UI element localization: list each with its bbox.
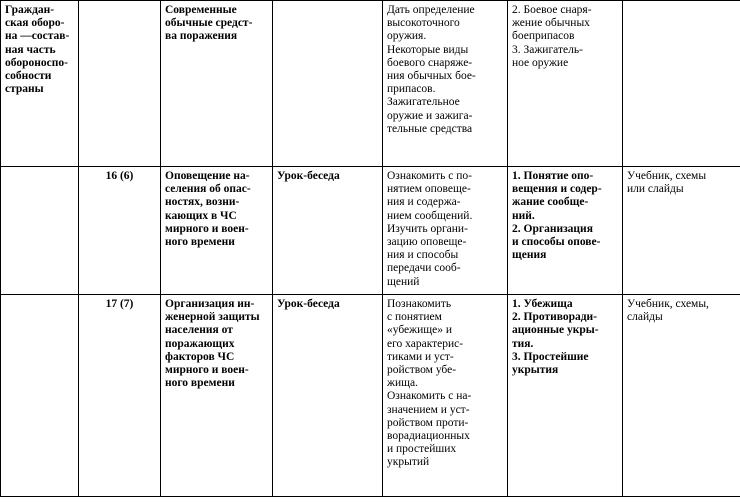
cell-theme: [1, 167, 79, 295]
cell-materials: Учебник, схемы или слайды: [623, 167, 740, 295]
table-row: [1, 295, 740, 497]
cell-goals: Дать определение высокоточного оружия. Некоторые виды боевого снаряже- ния обычных бое- припасов. Зажигательное оружие и зажига- тельные средства: [383, 1, 508, 167]
cell-lesson-number: 17 (7): [79, 295, 161, 497]
table-row: [1, 1, 740, 167]
cell-content-items: 1. Убежища 2. Противоради- ационные укры- тия. 3. Простейшие укрытия: [508, 295, 623, 497]
cell-theme: Граждан- ская оборо- на —состав- ная часть обороноспо- собности страны: [1, 1, 79, 167]
cell-lesson-number: 16 (6): [79, 167, 161, 295]
cell-materials: Учебник, схемы, слайды: [623, 295, 740, 497]
cell-content-items: 1. Понятие опо- вещения и содер- жание сообще- ний. 2. Организация и способы опове- щения: [508, 167, 623, 295]
cell-goals: Ознакомить с по- нятием оповеще- ния и содержа- нием сообщений. Изучить органи- зацию оповеще- ния и способы передачи сооб- щений: [383, 167, 508, 295]
cell-lesson-type: Урок-беседа: [273, 295, 383, 497]
cell-lesson-type: [273, 1, 383, 167]
cell-lesson-topic: Организация ин- женерной защиты населения от поражающих факторов ЧС мирного и воен- ного времени: [161, 295, 273, 497]
cell-lesson-topic: Современные обычные средст- ва поражения: [161, 1, 273, 167]
cell-lesson-topic: Оповещение на- селения об опас- ностях, возни- кающих в ЧС мирного и воен- ного времени: [161, 167, 273, 295]
cell-lesson-number: [79, 1, 161, 167]
cell-lesson-type: Урок-беседа: [273, 167, 383, 295]
cell-goals: Познакомить с понятием «убежище» и его характерис- тиками и уст- ройством убе- жища. Ознакомить с на- значением и уст- ройством проти- ворадиационных и простейших укрытий: [383, 295, 508, 497]
cell-materials: [623, 1, 740, 167]
cell-content-items: 2. Боевое снаря- жение обычных боеприпасов 3. Зажигатель- ное оружие: [508, 1, 623, 167]
table-row: [1, 167, 740, 295]
cell-theme: [1, 295, 79, 497]
